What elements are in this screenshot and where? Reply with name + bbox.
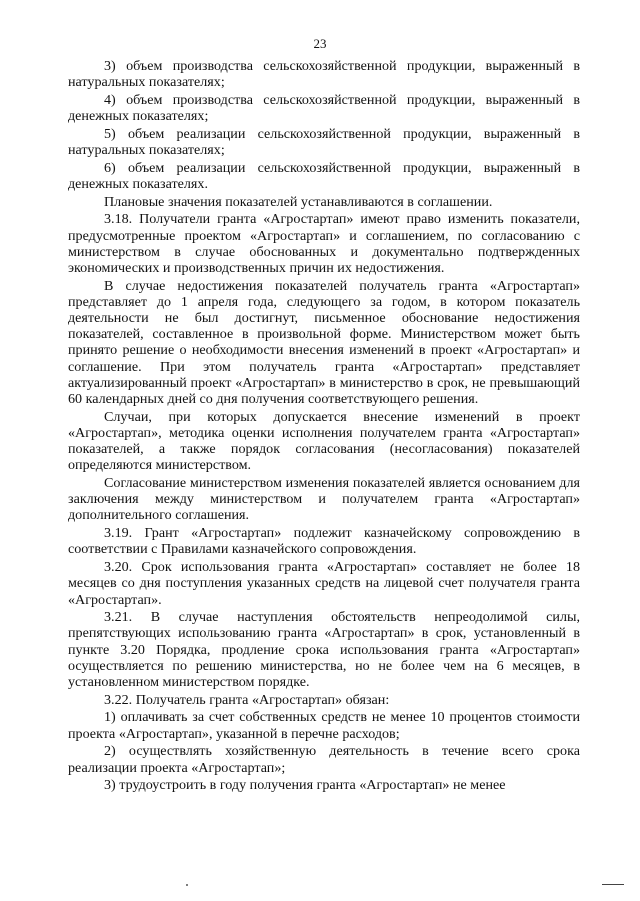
paragraph: 3.20. Срок использования гранта «Агростартап» составляет не более 18 месяцев со дня поступления указанных средств на лицевой счет получателя гранта «Агростартап». <box>68 559 580 608</box>
paragraph: 3.21. В случае наступления обстоятельств непреодолимой силы, препятствующих использованию гранта «Агростартап» в срок, установленный в пункте 3.20 Порядка, продление срока использования гранта «Агростартап» осуществляется по решению министерства, но не более чем на 6 месяцев, в установленном министерством порядке. <box>68 609 580 691</box>
paragraph: 2) осуществлять хозяйственную деятельность в течение всего срока реализации проекта «Агростартап»; <box>68 743 580 776</box>
paragraph: 3.22. Получатель гранта «Агростартап» обязан: <box>104 691 390 708</box>
document-body <box>68 58 580 793</box>
paragraph: 4) объем производства сельскохозяйственной продукции, выраженный в денежных показателях; <box>68 91 580 125</box>
paragraph: Случаи, при которых допускается внесение изменений в проект «Агростартап», методика оценки исполнения получателем гранта «Агростартап» показателей, а также порядок согласования (несогласования) показателей определяются министерством. <box>68 408 580 474</box>
paragraph: 3.18. Получатели гранта «Агростартап» имеют право изменить показатели, предусмотренные проектом «Агростартап» и соглашением, по согласованию с министерством в случае обоснованных и документально подтвержденных экономических и производственных причин их недостижения. <box>68 211 580 276</box>
page-number: 23 <box>313 36 327 51</box>
paragraph: В случае недостижения показателей получатель гранта «Агростартап» представляет до 1 апреля года, следующего за годом, в котором показатель деятельности не был достигнут, письменное обоснование недостижения показателей, составленное в произвольной форме. Министерством может быть принято решение о необходимости внесения изменений в проект «Агростартап» и соглашение. При этом получатель гранта «Агростартап» представляет актуализированный проект «Агростартап» в министерство в срок, не превышающий 60 календарных дней со дня получения соответствующего решения. <box>68 277 580 408</box>
paragraph: 3.19. Грант «Агростартап» подлежит казначейскому сопровождению в соответствии с Правилами казначейского сопровождения. <box>68 525 580 558</box>
paragraph: 5) объем реализации сельскохозяйственной продукции, выраженный в натуральных показателях; <box>68 125 580 159</box>
paragraph: 1) оплачивать за счет собственных средств не менее 10 процентов стоимости проекта «Агростартап», указанной в перечне расходов; <box>68 709 580 742</box>
scan-edge-mark <box>602 884 624 885</box>
paragraph: 3) объем производства сельскохозяйственной продукции, выраженный в натуральных показателях; <box>68 58 580 91</box>
paragraph: Согласование министерством изменения показателей является основанием для заключения между министерством и получателем гранта «Агростартап» дополнительного соглашения. <box>68 475 580 524</box>
paragraph: 6) объем реализации сельскохозяйственной продукции, выраженный в денежных показателях. <box>68 159 580 192</box>
paragraph: Плановые значения показателей устанавливаются в соглашении. <box>104 193 493 210</box>
paragraph: 3) трудоустроить в году получения гранта «Агростартап» не менее <box>104 777 506 794</box>
scan-speck <box>186 884 188 886</box>
